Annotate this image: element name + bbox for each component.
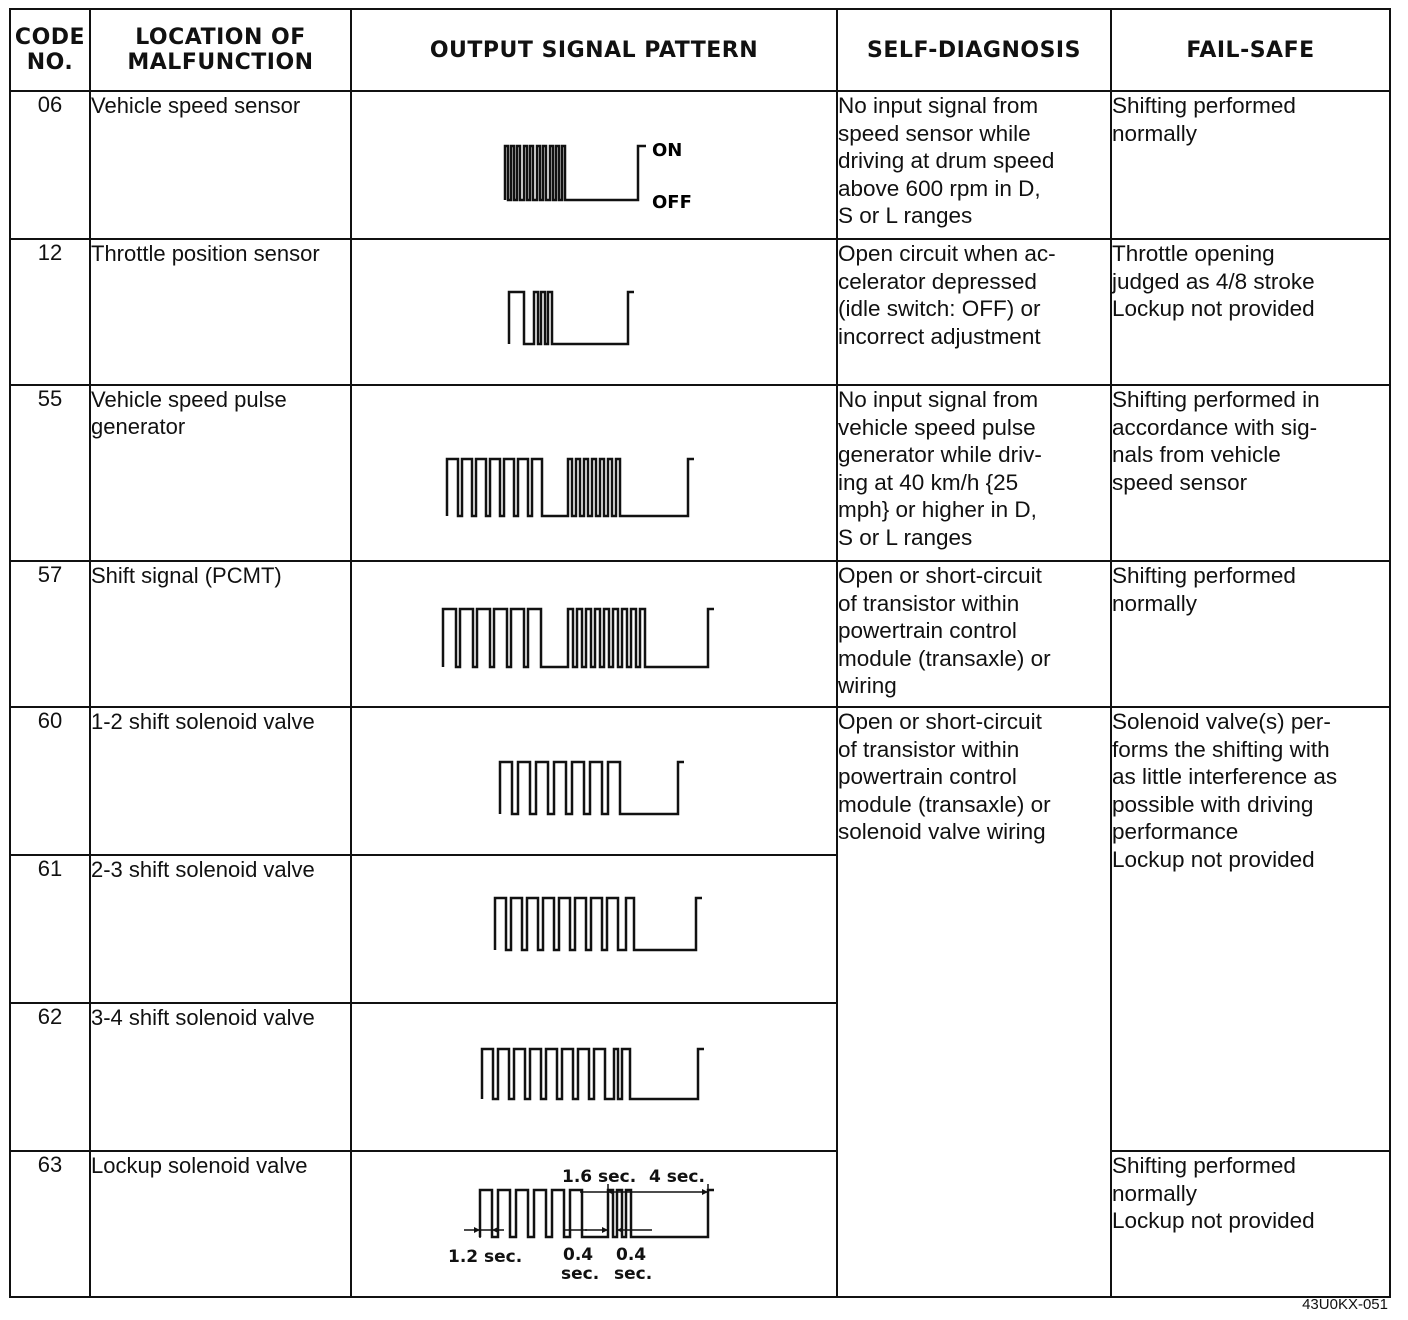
- code-cell: 61: [10, 855, 90, 1003]
- signal-pattern-12: [352, 240, 836, 382]
- code-cell: 12: [10, 239, 90, 385]
- label-4-sec: 4 sec.: [649, 1167, 705, 1187]
- location-cell: 3-4 shift solenoid valve: [90, 1003, 351, 1151]
- header-row: [10, 9, 1390, 91]
- code-cell: 57: [10, 561, 90, 707]
- table-row: [10, 1151, 1390, 1297]
- label-1-2-sec: 1.2 sec.: [448, 1247, 523, 1267]
- signal-pattern-cell: [351, 239, 837, 385]
- header-fail-safe: FAIL-SAFE: [1111, 9, 1390, 91]
- on-label: ON: [652, 140, 683, 161]
- label-sec-a: sec.: [561, 1264, 600, 1284]
- self-diagnosis-cell: Open or short-circuit of transistor within powertrain control module (transaxle) or solenoid valve wiring: [837, 707, 1111, 1297]
- fail-safe-cell: Shifting performed normally Lockup not provided: [1111, 1151, 1390, 1297]
- table-row: [10, 385, 1390, 561]
- self-diagnosis-cell: Open circuit when ac- celerator depressed (idle switch: OFF) or incorrect adjustment: [837, 239, 1111, 385]
- fail-safe-cell: Shifting performed in accordance with sig- nals from vehicle speed sensor: [1111, 385, 1390, 561]
- signal-pattern-cell: [351, 385, 837, 561]
- fail-safe-cell: Shifting performed normally: [1111, 91, 1390, 239]
- signal-pattern-cell: [351, 1151, 837, 1297]
- table-row: [10, 561, 1390, 707]
- signal-pattern-62: [352, 1004, 836, 1148]
- table-row: [10, 239, 1390, 385]
- code-cell: 06: [10, 91, 90, 239]
- signal-pattern-63: [352, 1152, 836, 1294]
- code-cell: 60: [10, 707, 90, 855]
- label-0-4-b: 0.4: [616, 1245, 647, 1265]
- code-cell: 62: [10, 1003, 90, 1151]
- location-cell: 2-3 shift solenoid valve: [90, 855, 351, 1003]
- header-code: CODE NO.: [10, 9, 90, 91]
- label-sec-b: sec.: [614, 1264, 653, 1284]
- self-diagnosis-cell: No input signal from speed sensor while driving at drum speed above 600 rpm in D, S or L ranges: [837, 91, 1111, 239]
- signal-pattern-06: [352, 92, 836, 236]
- signal-pattern-cell: [351, 91, 837, 239]
- label-1-6-sec: 1.6 sec.: [562, 1167, 637, 1187]
- fail-safe-cell: Solenoid valve(s) per- forms the shifting with as little interference as possible with driving performance Lockup not provided: [1111, 707, 1390, 1151]
- self-diagnosis-cell: No input signal from vehicle speed pulse generator while driv- ing at 40 km/h {25 mph} or higher in D, S or L ranges: [837, 385, 1111, 561]
- location-cell: Vehicle speed sensor: [90, 91, 351, 239]
- signal-pattern-cell: [351, 707, 837, 855]
- signal-pattern-cell: [351, 561, 837, 707]
- signal-pattern-61: [352, 856, 836, 1000]
- table-row: [10, 91, 1390, 239]
- diagnostic-code-table: [9, 8, 1391, 1298]
- location-cell: 1-2 shift solenoid valve: [90, 707, 351, 855]
- signal-pattern-57: [352, 562, 836, 704]
- fail-safe-cell: Shifting performed normally: [1111, 561, 1390, 707]
- header-pattern: OUTPUT SIGNAL PATTERN: [351, 9, 837, 91]
- table-row: [10, 707, 1390, 855]
- signal-pattern-cell: [351, 1003, 837, 1151]
- self-diagnosis-cell: Open or short-circuit of transistor within powertrain control module (transaxle) or wiring: [837, 561, 1111, 707]
- figure-reference: 43U0KX-051: [1302, 1296, 1388, 1313]
- label-0-4-a: 0.4: [563, 1245, 594, 1265]
- header-location: LOCATION OF MALFUNCTION: [90, 9, 351, 91]
- code-cell: 63: [10, 1151, 90, 1297]
- fail-safe-cell: Throttle opening judged as 4/8 stroke Lockup not provided: [1111, 239, 1390, 385]
- signal-pattern-60: [352, 708, 836, 852]
- header-self-diagnosis: SELF-DIAGNOSIS: [837, 9, 1111, 91]
- location-cell: Vehicle speed pulse generator: [90, 385, 351, 561]
- off-label: OFF: [652, 192, 692, 213]
- code-cell: 55: [10, 385, 90, 561]
- signal-pattern-55: [352, 386, 836, 558]
- signal-pattern-cell: [351, 855, 837, 1003]
- location-cell: Lockup solenoid valve: [90, 1151, 351, 1297]
- location-cell: Shift signal (PCMT): [90, 561, 351, 707]
- location-cell: Throttle position sensor: [90, 239, 351, 385]
